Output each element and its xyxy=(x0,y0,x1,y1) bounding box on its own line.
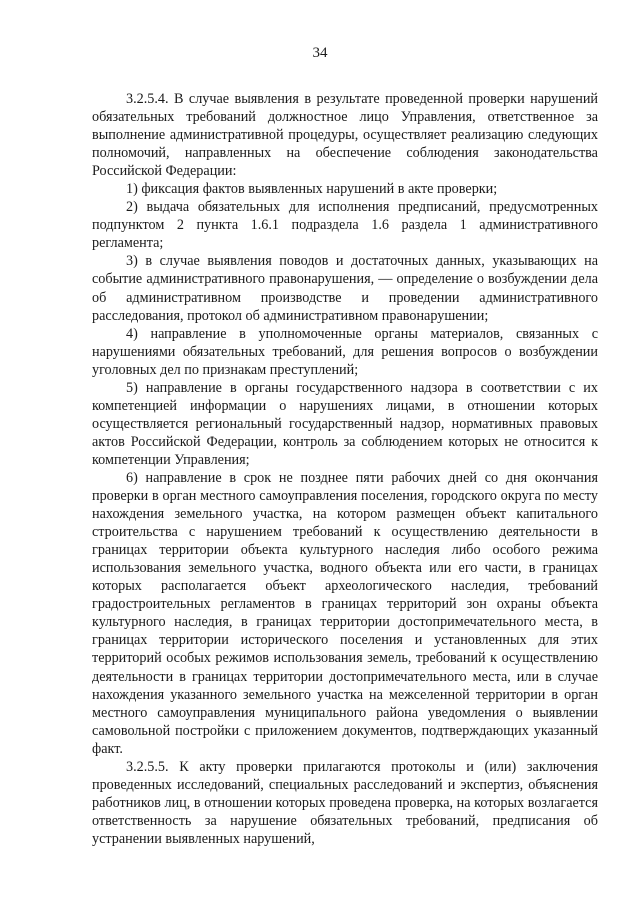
paragraph-3-2-5-4: 3.2.5.4. В случае выявления в результате проведенной проверки нарушений обязательных требований должностное лицо Управления, ответственное за выполнение административной процедуры, осуществляет реализацию следующих полномочий, направленных на обеспечение соблюдения законодательства Российской Федерации: xyxy=(92,91,598,180)
list-item-6: 6) направление в срок не позднее пяти рабочих дней со дня окончания проверки в орган местного самоуправления поселения, городского округа по месту нахождения земельного участка, на котором размещен объект капитального строительства с нарушением требований к осуществлению деятельности в границах территории объекта культурного наследия либо особого режима использования земельного участка, водного объекта или его части, в границах которых располагается объект археологического наследия, требований градостроительных регламентов в границах территорий зон охраны объекта культурного наследия, в границах территории достопримечательного места, в границах территории исторического поселения и установленных для этих территорий особых режимов использования земель, требований к осуществлению деятельности в границах территории достопримечательного места, или в случае нахождения указанного земельного участка на межселенной территории в орган местного самоуправления муниципального района уведомления о выявлении самовольной постройки с приложением документов, подтверждающих указанный факт. xyxy=(92,469,598,757)
document-body xyxy=(92,90,598,848)
paragraph-3-2-5-5: 3.2.5.5. К акту проверки прилагаются протоколы и (или) заключения проведенных исследований, специальных расследований и экспертиз, объяснения работников лиц, в отношении которых проведена проверка, на которых возлагается ответственность за нарушение обязательных требований, предписания об устранении выявленных нарушений, xyxy=(92,758,598,847)
list-item-3: 3) в случае выявления поводов и достаточных данных, указывающих на событие административного правонарушения, –– определение о возбуждении дела об административном производстве и проведении административного расследования, протокол об административном правонарушении; xyxy=(92,253,598,324)
list-item-2: 2) выдача обязательных для исполнения предписаний, предусмотренных подпунктом 2 пункта 1.6.1 подраздела 1.6 раздела 1 административного регламента; xyxy=(92,199,598,252)
list-item-1: 1) фиксация фактов выявленных нарушений в акте проверки; xyxy=(126,181,498,198)
list-item-5: 5) направление в органы государственного надзора в соответствии с их компетенцией информации о нарушениях лицами, в отношении которых осуществляется региональный государственный надзор, нормативных правовых актов Российской Федерации, контроль за соблюдением которых не относится к компетенции Управления; xyxy=(92,379,598,468)
page-number: 34 xyxy=(312,45,328,61)
list-item-4: 4) направление в уполномоченные органы материалов, связанных с нарушениями обязательных требований, для решения вопросов о возбуждении уголовных дел по признакам преступлений; xyxy=(92,325,598,378)
